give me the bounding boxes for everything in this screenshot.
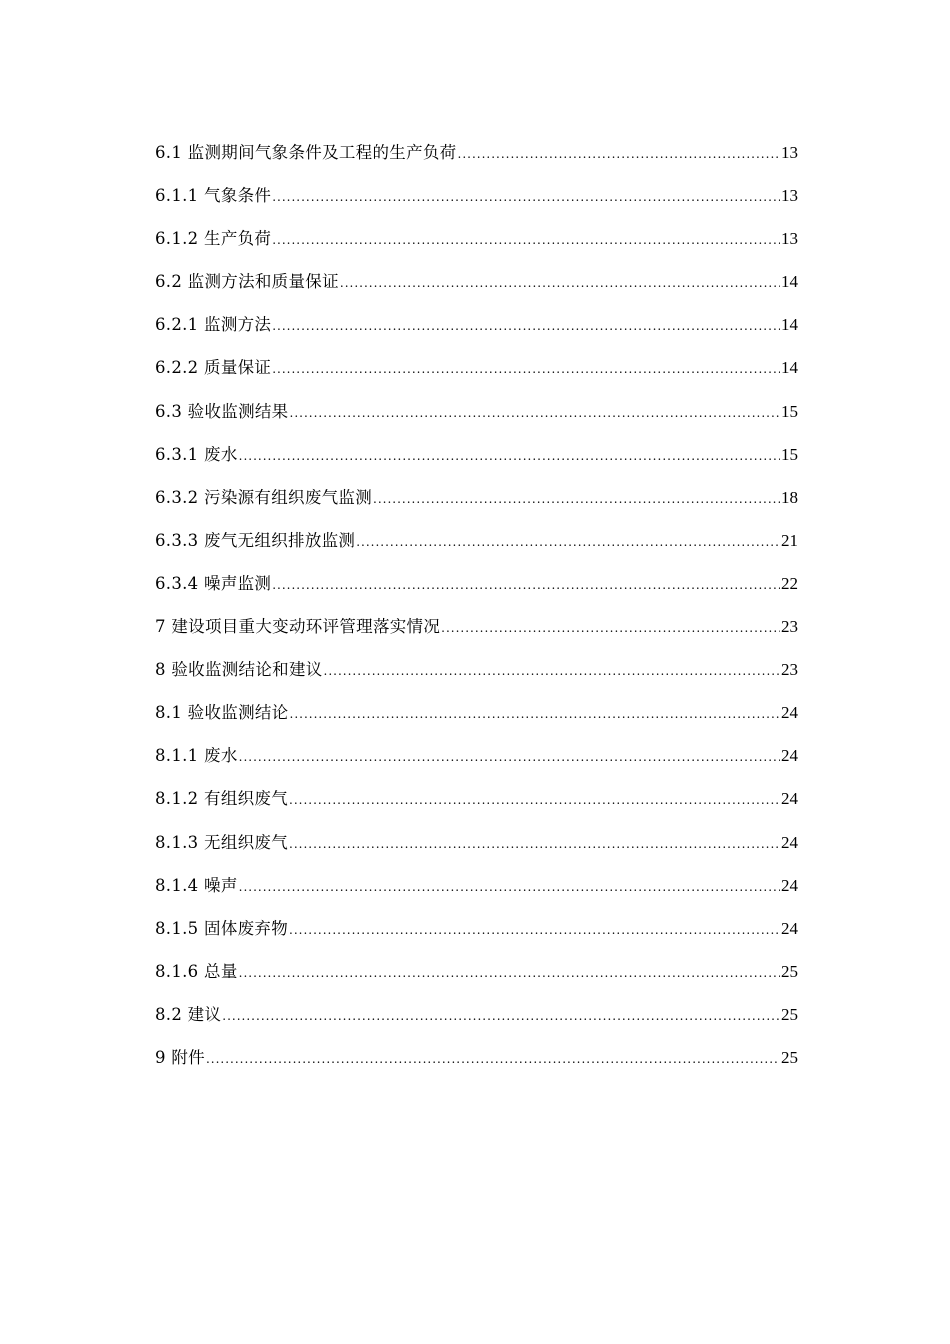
toc-entry[interactable] (155, 570, 798, 613)
toc-entry-title: 7 建设项目重大变动环评管理落实情况 (155, 617, 441, 637)
toc-entry-page: 24 (781, 918, 798, 938)
toc-entry-page: 14 (781, 358, 798, 378)
toc-entry-title: 6.1.1 气象条件 (155, 186, 272, 206)
toc-entry[interactable] (155, 182, 798, 225)
toc-entry-title: 8.2 建议 (155, 1004, 222, 1024)
toc-entry-page: 15 (781, 401, 798, 421)
toc-dot-leader (272, 356, 780, 383)
toc-entry[interactable] (155, 613, 798, 656)
toc-entry[interactable] (155, 915, 798, 958)
toc-entry-title: 6.1.2 生产负荷 (155, 229, 272, 249)
toc-entry[interactable] (155, 354, 798, 397)
toc-entry-title: 6.3.4 噪声监测 (155, 573, 272, 593)
table-of-contents (155, 139, 798, 1087)
toc-entry[interactable] (155, 699, 798, 742)
toc-entry[interactable] (155, 225, 798, 268)
toc-dot-leader (272, 572, 780, 599)
toc-entry-title: 8.1.3 无组织废气 (155, 832, 289, 852)
toc-entry[interactable] (155, 1001, 798, 1044)
toc-entry-page: 24 (781, 703, 798, 723)
toc-entry-page: 14 (781, 272, 798, 292)
toc-dot-leader (340, 270, 780, 297)
toc-entry-title: 8.1.1 废水 (155, 746, 238, 766)
toc-dot-leader (239, 443, 780, 470)
toc-dot-leader (290, 400, 781, 427)
toc-entry-title: 6.3 验收监测结果 (155, 401, 289, 421)
toc-entry-page: 25 (781, 1047, 798, 1067)
toc-dot-leader (272, 184, 780, 211)
toc-entry-page: 25 (781, 961, 798, 981)
toc-dot-leader (441, 615, 780, 642)
toc-dot-leader (290, 701, 781, 728)
toc-entry-page: 15 (781, 444, 798, 464)
toc-entry-page: 24 (781, 832, 798, 852)
toc-dot-leader (222, 1003, 780, 1030)
toc-entry[interactable] (155, 958, 798, 1001)
toc-entry[interactable] (155, 1044, 798, 1087)
toc-dot-leader (239, 874, 780, 901)
toc-entry-title: 6.1 监测期间气象条件及工程的生产负荷 (155, 143, 457, 162)
toc-entry-title: 6.3.3 废气无组织排放监测 (155, 530, 356, 550)
toc-entry-page: 13 (781, 143, 798, 162)
toc-entry-title: 6.2.2 质量保证 (155, 358, 272, 378)
toc-entry-title: 6.3.1 废水 (155, 444, 238, 464)
toc-dot-leader (272, 227, 780, 254)
toc-entry-page: 24 (781, 789, 798, 809)
toc-entry-title: 9 附件 (155, 1047, 205, 1067)
toc-entry-page: 24 (781, 746, 798, 766)
toc-entry-page: 13 (781, 229, 798, 249)
toc-entry-title: 8.1 验收监测结论 (155, 703, 289, 723)
toc-entry-page: 23 (781, 617, 798, 637)
toc-entry-title: 8.1.6 总量 (155, 961, 238, 981)
toc-entry-page: 18 (781, 487, 798, 507)
toc-dot-leader (272, 313, 780, 340)
toc-entry[interactable] (155, 441, 798, 484)
toc-entry-page: 13 (781, 186, 798, 206)
toc-entry-page: 23 (781, 660, 798, 680)
toc-entry[interactable] (155, 829, 798, 872)
toc-entry[interactable] (155, 872, 798, 915)
toc-entry[interactable] (155, 311, 798, 354)
toc-entry[interactable] (155, 398, 798, 441)
toc-entry-title: 6.2 监测方法和质量保证 (155, 272, 339, 292)
toc-entry-title: 8.1.5 固体废弃物 (155, 918, 289, 938)
toc-entry-page: 14 (781, 315, 798, 335)
toc-entry-page: 22 (781, 573, 798, 593)
toc-entry-page: 25 (781, 1004, 798, 1024)
toc-entry-title: 8.1.2 有组织废气 (155, 789, 289, 809)
toc-entry[interactable] (155, 268, 798, 311)
toc-entry[interactable] (155, 139, 798, 182)
toc-entry[interactable] (155, 742, 798, 785)
toc-dot-leader (458, 141, 781, 168)
toc-entry-title: 8 验收监测结论和建议 (155, 660, 323, 680)
toc-entry-title: 8.1.4 噪声 (155, 875, 238, 895)
toc-entry[interactable] (155, 785, 798, 828)
toc-entry-title: 6.3.2 污染源有组织废气监测 (155, 487, 373, 507)
toc-entry[interactable] (155, 656, 798, 699)
toc-entry-title: 6.2.1 监测方法 (155, 315, 272, 335)
toc-dot-leader (289, 831, 780, 858)
toc-dot-leader (356, 529, 780, 556)
toc-entry-page: 21 (781, 530, 798, 550)
toc-dot-leader (239, 744, 780, 771)
toc-entry-page: 24 (781, 875, 798, 895)
toc-entry[interactable] (155, 527, 798, 570)
toc-dot-leader (324, 658, 780, 685)
toc-entry[interactable] (155, 484, 798, 527)
toc-dot-leader (289, 787, 780, 814)
toc-dot-leader (373, 486, 780, 513)
toc-dot-leader (206, 1046, 780, 1073)
toc-dot-leader (239, 960, 780, 987)
toc-dot-leader (289, 917, 780, 944)
